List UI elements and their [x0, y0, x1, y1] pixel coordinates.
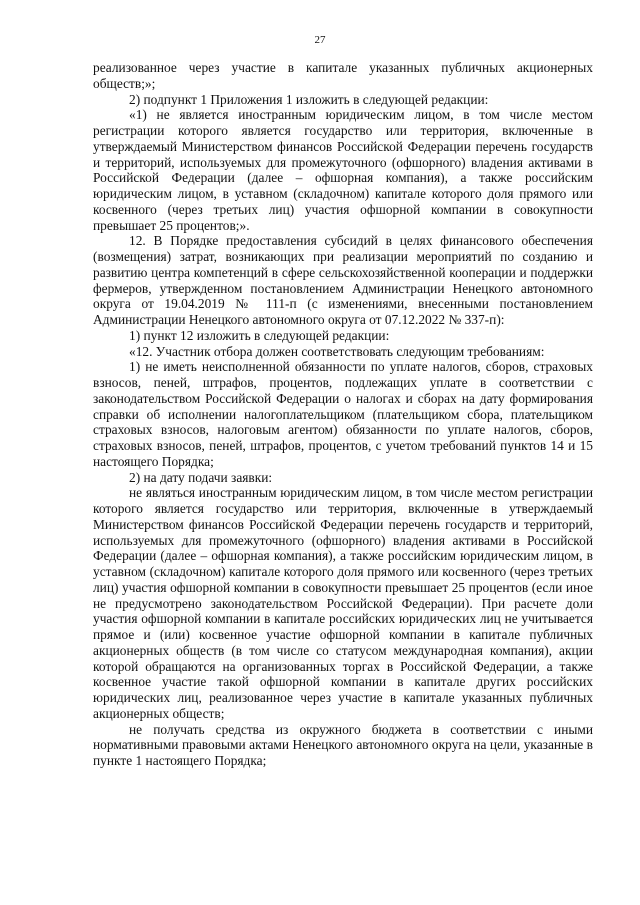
paragraph-9: не являться иностранным юридическим лицом, в том числе местом регистрации которого является государство или территория, включенные в утверждаемый Министерством финансов Российской Федерации перечень государств и территорий, используемых для промежуточного (офшорного) владения активами в Российской Федерации (далее – офшорная компания), а также российским юридическим лицом, в уставном (складочном) капитале которого доля прямого или косвенного (через третьих лиц) участия офшорной компании в совокупности превышает 25 процентов (если иное не предусмотрено законодательством Российской Федерации). При расчете доли участия офшорной компании в капитале российских юридических лиц не учитывается прямое и (или) косвенное участие офшорной компании в капитале публичных акционерных обществ (в том числе со статусом международная компания), акции которой обращаются на организованных торгах в Российской Федерации, а также косвенное участие такой офшорной компании в капитале других российских юридических лиц, реализованное через участие в капитале указанных публичных акционерных обществ; — [93, 485, 593, 721]
paragraph-4: 12. В Порядке предоставления субсидий в целях финансового обеспечения (возмещения) затрат, возникающих при реализации мероприятий по созданию и развитию центра компетенций в сфере сельскохозяйственной кооперации и поддержки фермеров, утвержденном постановлением Администрации Ненецкого автономного округа от 19.04.2019 № 111-п (с изменениями, внесенными постановлением Администрации Ненецкого автономного округа от 07.12.2022 № 337-п): — [93, 233, 593, 327]
paragraph-10: не получать средства из окружного бюджета в соответствии с иными нормативными правовыми актами Ненецкого автономного округа на цели, указанные в пункте 1 настоящего Порядка; — [93, 721, 593, 768]
paragraph-5: 1) пункт 12 изложить в следующей редакции: — [129, 327, 390, 343]
document-body — [93, 60, 593, 769]
paragraph-2: 2) подпункт 1 Приложения 1 изложить в следующей редакции: — [129, 91, 489, 107]
paragraph-7: 1) не иметь неисполненной обязанности по уплате налогов, сборов, страховых взносов, пеней, штрафов, процентов, подлежащих уплате в соответствии с законодательством Российской Федерации о налогах и сборах на дату формирования справки об исполнении налогоплательщиком (плательщиком сбора, плательщиком страховых взносов, налоговым агентом) обязанности по уплате налогов, сборов, страховых взносов, пеней, штрафов, процентов, с учетом требований пунктов 14 и 15 настоящего Порядка; — [93, 359, 593, 469]
page-number: 27 — [314, 34, 326, 46]
paragraph-1: реализованное через участие в капитале указанных публичных акционерных обществ;»; — [93, 60, 593, 91]
paragraph-3: «1) не является иностранным юридическим лицом, в том числе местом регистрации которого является государство или территория, включенные в утверждаемый Министерством финансов Российской Федерации перечень государств и территорий, используемых для промежуточного (офшорного) владения активами в Российской Федерации (далее – офшорная компания), а также российским юридическим лицом, в уставном (складочном) капитале которого доля прямого или косвенного (через третьих лиц) участия офшорной компании в совокупности превышает 25 процентов;». — [93, 107, 593, 233]
paragraph-6: «12. Участник отбора должен соответствовать следующим требованиям: — [129, 343, 545, 359]
paragraph-8: 2) на дату подачи заявки: — [129, 469, 273, 485]
